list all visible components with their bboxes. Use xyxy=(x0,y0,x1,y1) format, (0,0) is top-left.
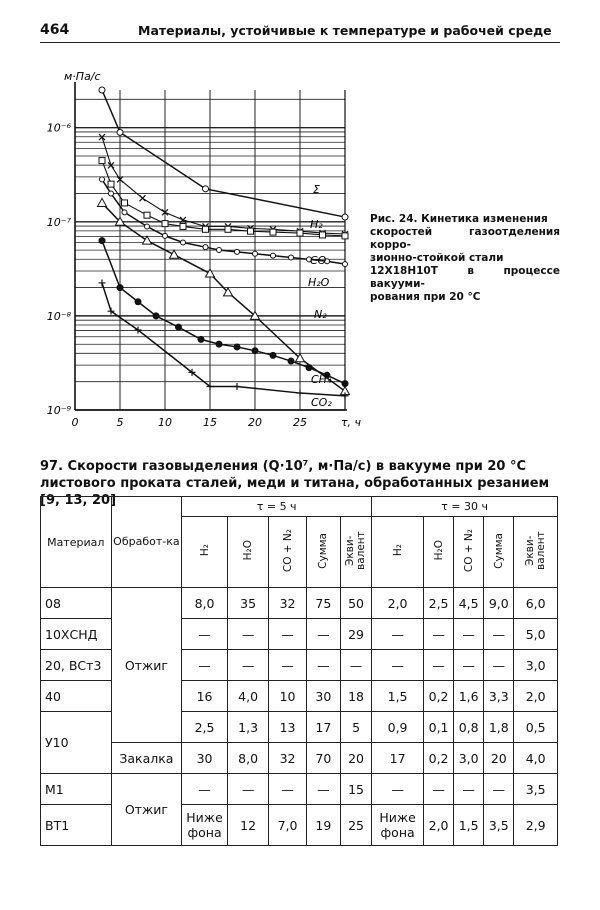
value-cell: 17 xyxy=(372,743,424,774)
value-cell: 9,0 xyxy=(484,588,514,619)
value-cell: 30 xyxy=(182,743,228,774)
subcol-co-n2-5h: CO + N₂ xyxy=(269,517,306,588)
y-axis-label: м·Па/с xyxy=(64,70,101,83)
running-title: Материалы, устойчивые к температуре и рабочей среде xyxy=(138,23,552,38)
data-point xyxy=(109,191,114,196)
data-point xyxy=(234,344,240,350)
value-cell: 4,5 xyxy=(454,588,484,619)
data-point xyxy=(342,381,348,387)
caption-line: 12Х18Н10Т в процессе вакууми- xyxy=(370,265,560,290)
data-point xyxy=(271,253,276,258)
subcol-sum-5h: Сумма xyxy=(306,517,340,588)
table-title-line: 97. Скорости газовыделения (Q·10⁷, м·Па/с) в вакууме при 20 °С xyxy=(40,459,527,474)
processing-cell: Отжиг xyxy=(111,588,182,743)
series-label: Σ xyxy=(313,183,320,196)
series-σ xyxy=(99,87,348,220)
series-labels xyxy=(308,183,332,409)
series-label: CH₄ xyxy=(311,373,332,386)
data-point xyxy=(140,195,146,201)
table-row xyxy=(41,743,558,774)
value-cell: — xyxy=(372,650,424,681)
value-cell: 70 xyxy=(306,743,340,774)
value-cell: 18 xyxy=(340,681,371,712)
group-30h-header: τ = 30 ч xyxy=(372,497,558,517)
value-cell: 3,3 xyxy=(484,681,514,712)
data-point xyxy=(289,255,294,260)
series-label: H₂O xyxy=(308,276,330,289)
data-point xyxy=(198,336,204,342)
page-number: 464 xyxy=(40,22,70,38)
series-line xyxy=(102,161,345,236)
value-cell: 16 xyxy=(182,681,228,712)
series-line xyxy=(102,137,345,234)
value-cell: 2,0 xyxy=(514,681,558,712)
table-title-line: листового проката сталей, меди и титана, обработанных резанием [9, 13, 20] xyxy=(40,476,550,508)
data-point xyxy=(143,236,152,244)
value-cell: — xyxy=(269,619,306,650)
value-cell: — xyxy=(340,650,371,681)
x-tick-label: 25 xyxy=(293,416,307,429)
material-cell: 20, ВСт3 xyxy=(41,650,112,681)
caption-line: Рис. 24. Кинетика изменения xyxy=(370,213,548,225)
value-cell: — xyxy=(227,650,269,681)
value-cell: — xyxy=(372,774,424,805)
data-point xyxy=(320,232,326,238)
caption-line: зионно-стойкой стали xyxy=(370,252,504,264)
x-tick-label: τ, ч xyxy=(340,416,362,429)
value-cell: 3,5 xyxy=(484,805,514,846)
data-point xyxy=(342,214,348,220)
value-cell: — xyxy=(484,774,514,805)
value-cell: 19 xyxy=(306,805,340,846)
value-cell: — xyxy=(227,619,269,650)
value-cell: — xyxy=(182,619,228,650)
data-point xyxy=(153,313,159,319)
y-tick-label: 10⁻⁷ xyxy=(46,215,71,229)
value-cell: 12 xyxy=(227,805,269,846)
value-cell: 0,5 xyxy=(514,712,558,743)
subcol-sum-30h: Сумма xyxy=(484,517,514,588)
value-cell: 32 xyxy=(269,588,306,619)
value-cell: 6,0 xyxy=(514,588,558,619)
data-point xyxy=(203,186,209,192)
data-point xyxy=(144,212,150,218)
data-point xyxy=(234,383,241,390)
value-cell: 32 xyxy=(269,743,306,774)
value-cell: 7,0 xyxy=(269,805,306,846)
value-cell: 0,9 xyxy=(372,712,424,743)
data-point xyxy=(217,248,222,253)
value-cell: 2,0 xyxy=(372,588,424,619)
value-cell: 1,5 xyxy=(454,805,484,846)
value-cell: 0,8 xyxy=(454,712,484,743)
data-point xyxy=(162,221,168,227)
data-point xyxy=(235,249,240,254)
value-cell: 2,5 xyxy=(182,712,228,743)
value-cell: 1,8 xyxy=(484,712,514,743)
data-point xyxy=(117,285,123,291)
value-cell: 1,5 xyxy=(372,681,424,712)
value-cell: — xyxy=(182,774,228,805)
y-tick-label: 10⁻⁶ xyxy=(46,121,71,135)
subcol-h2-30h: H₂ xyxy=(372,517,424,588)
group-5h-header: τ = 5 ч xyxy=(182,497,372,517)
value-cell: — xyxy=(484,650,514,681)
value-cell: — xyxy=(424,650,454,681)
value-cell: 1,6 xyxy=(454,681,484,712)
series-label: CO xyxy=(310,254,327,267)
value-cell: 2,5 xyxy=(424,588,454,619)
material-cell: М1 xyxy=(41,774,112,805)
value-cell: 25 xyxy=(340,805,371,846)
value-cell: 3,0 xyxy=(454,743,484,774)
value-cell: 8,0 xyxy=(227,743,269,774)
y-tick-label: 10⁻⁹ xyxy=(46,404,71,417)
value-cell: Ниже фона xyxy=(182,805,228,846)
value-cell: 50 xyxy=(340,588,371,619)
value-cell: 13 xyxy=(269,712,306,743)
value-cell: — xyxy=(454,774,484,805)
value-cell: 2,9 xyxy=(514,805,558,846)
material-cell: 10ХСНД xyxy=(41,619,112,650)
value-cell: 3,0 xyxy=(514,650,558,681)
data-point xyxy=(203,245,208,250)
value-cell: — xyxy=(269,650,306,681)
processing-cell: Отжиг xyxy=(111,774,182,846)
x-tick-label: 15 xyxy=(203,416,217,429)
value-cell: 8,0 xyxy=(182,588,228,619)
value-cell: 2,0 xyxy=(424,805,454,846)
data-point xyxy=(163,233,168,238)
value-cell: — xyxy=(306,619,340,650)
value-cell: — xyxy=(454,650,484,681)
value-cell: 3,5 xyxy=(514,774,558,805)
data-point xyxy=(288,358,294,364)
data-point xyxy=(98,198,107,206)
value-cell: 17 xyxy=(306,712,340,743)
data-point xyxy=(180,223,186,229)
col-material-header: Материал xyxy=(41,497,112,588)
data-point xyxy=(181,240,186,245)
value-cell: 29 xyxy=(340,619,371,650)
data-point xyxy=(206,269,215,277)
value-cell: — xyxy=(424,619,454,650)
data-point xyxy=(99,158,105,164)
data-point xyxy=(216,341,222,347)
x-tick-label: 0 xyxy=(71,416,79,429)
value-cell: — xyxy=(424,774,454,805)
value-cell: 20 xyxy=(484,743,514,774)
data-point xyxy=(270,352,276,358)
y-tick-label: 10⁻⁸ xyxy=(46,309,71,323)
series-line xyxy=(102,90,345,217)
processing-cell: Закалка xyxy=(111,743,182,774)
subcol-h2-5h: H₂ xyxy=(182,517,228,588)
x-tick-labels xyxy=(72,416,362,429)
subcol-equiv-5h: Экви-валент xyxy=(340,517,371,588)
figure-caption xyxy=(370,213,560,304)
table-row xyxy=(41,588,558,619)
value-cell: — xyxy=(269,774,306,805)
value-cell: — xyxy=(306,650,340,681)
series-label: N₂ xyxy=(314,308,327,321)
col-processing-header: Обработ-ка xyxy=(111,497,182,588)
data-point xyxy=(252,348,258,354)
value-cell: — xyxy=(182,650,228,681)
data-point xyxy=(145,224,150,229)
data-point xyxy=(225,226,231,232)
data-point xyxy=(108,181,114,187)
data-point xyxy=(170,250,179,258)
value-cell: Ниже фона xyxy=(372,805,424,846)
gas-evolution-chart xyxy=(0,55,370,440)
series-label: H₂ xyxy=(310,218,323,231)
value-cell: 0,1 xyxy=(424,712,454,743)
value-cell: — xyxy=(372,619,424,650)
value-cell: 10 xyxy=(269,681,306,712)
x-tick-label: 5 xyxy=(116,416,124,429)
value-cell: — xyxy=(227,774,269,805)
data-point xyxy=(117,129,123,135)
value-cell: 30 xyxy=(306,681,340,712)
page-header xyxy=(40,22,560,43)
subcol-h2o-30h: H₂O xyxy=(424,517,454,588)
data-point xyxy=(342,233,348,239)
data-point xyxy=(203,226,209,232)
value-cell: 0,2 xyxy=(424,681,454,712)
value-cell: 5 xyxy=(340,712,371,743)
material-cell: У10 xyxy=(41,712,112,774)
data-point xyxy=(122,200,128,206)
series-group xyxy=(98,87,350,399)
value-cell: 35 xyxy=(227,588,269,619)
data-point xyxy=(253,251,258,256)
data-point xyxy=(270,229,276,235)
value-cell: 4,0 xyxy=(227,681,269,712)
value-cell: 5,0 xyxy=(514,619,558,650)
caption-line: рования при 20 °С xyxy=(370,291,481,303)
data-point xyxy=(248,228,254,234)
value-cell: 1,3 xyxy=(227,712,269,743)
value-cell: — xyxy=(454,619,484,650)
series-label: CO₂ xyxy=(311,396,332,409)
material-cell: 40 xyxy=(41,681,112,712)
value-cell: 0,2 xyxy=(424,743,454,774)
value-cell: 15 xyxy=(340,774,371,805)
gas-evolution-table xyxy=(40,496,558,846)
value-cell: — xyxy=(306,774,340,805)
data-point xyxy=(297,390,304,397)
x-tick-label: 10 xyxy=(158,416,172,429)
subcol-equiv-30h: Экви-валент xyxy=(514,517,558,588)
x-tick-label: 20 xyxy=(248,416,262,429)
y-tick-labels xyxy=(47,122,72,417)
value-cell: 75 xyxy=(306,588,340,619)
material-cell: ВТ1 xyxy=(41,805,112,846)
data-point xyxy=(100,177,105,182)
data-point xyxy=(297,230,303,236)
data-point xyxy=(176,324,182,330)
data-point xyxy=(99,87,105,93)
data-point xyxy=(135,299,141,305)
data-point xyxy=(99,238,105,244)
value-cell: 20 xyxy=(340,743,371,774)
subcol-h2o-5h: H₂O xyxy=(227,517,269,588)
data-point xyxy=(343,262,348,267)
value-cell: — xyxy=(484,619,514,650)
chart-axes xyxy=(75,82,347,410)
data-point xyxy=(306,365,312,371)
table-row xyxy=(41,774,558,805)
material-cell: 08 xyxy=(41,588,112,619)
subcol-co-n2-30h: CO + N₂ xyxy=(454,517,484,588)
data-point xyxy=(122,210,127,215)
data-point xyxy=(99,279,106,286)
caption-line: скоростей газоотделения корро- xyxy=(370,226,560,251)
value-cell: 4,0 xyxy=(514,743,558,774)
